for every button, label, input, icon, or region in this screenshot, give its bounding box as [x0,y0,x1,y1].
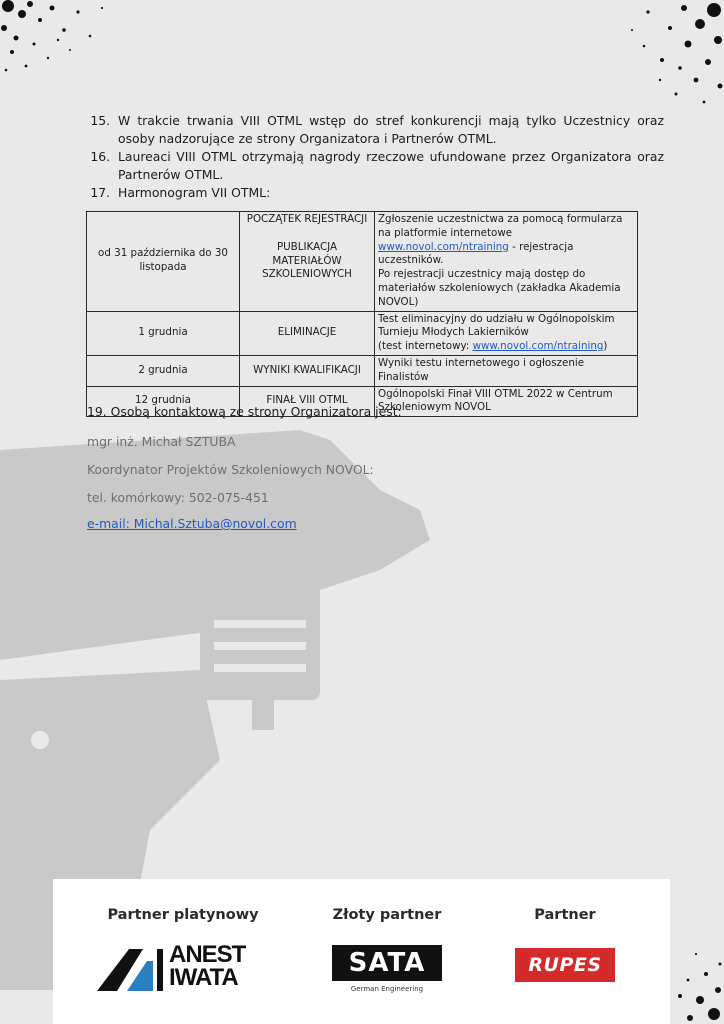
schedule-description: Wyniki testu internetowego i ogłoszenie Finalistów [375,355,638,386]
schedule-description: Test eliminacyjny do udziału w Ogólnopolskim Turnieju Młodych Lakierników (test internetowy: www.novol.com/ntraining) [375,311,638,355]
schedule-stage: ELIMINACJE [240,311,375,355]
platinum-partner-label: Partner platynowy [107,907,259,923]
sata-wordmark: SATA [332,945,442,981]
anest-text: ANEST [169,941,246,968]
sata-tagline: German Engineering [350,985,424,993]
contact-phone: tel. komórkowy: 502-075-451 [87,490,269,505]
contact-name: mgr inż. Michał SZTUBA [87,434,236,449]
schedule-date: 2 grudnia [87,355,240,386]
schedule-description: Ogólnopolski Finał VIII OTML 2022 w Centrum Szkoleniowym NOVOL [375,386,638,417]
stage-registration-start: POCZĄTEK REJESTRACJI [246,213,368,225]
schedule-date: 1 grudnia [87,311,240,355]
schedule-table [86,211,638,417]
schedule-date: od 31 października do 30 listopada [87,212,240,312]
table-row [87,311,638,355]
contact-role: Koordynator Projektów Szkoleniowych NOVOL: [87,462,374,477]
sata-logo[interactable] [332,945,442,997]
rule-15: 15. W trakcie trwania VIII OTML wstęp do stref konkurencji mają tylko Uczestnicy oraz osoby nadzorujące ze strony Organizatora i Partnerów OTML. [114,112,664,148]
paint-splatter-top-left [0,0,120,80]
partners-panel [53,879,670,1024]
schedule-date: 12 grudnia [87,386,240,417]
rule-17: 17. Harmonogram VII OTML: [114,184,664,202]
table-row [87,355,638,386]
rules-list [88,112,664,202]
table-row [87,212,638,312]
stage-materials-publication: PUBLIKACJA MATERIAŁÓW SZKOLENIOWYCH [262,240,352,281]
paint-splatter-top-right [604,0,724,110]
contact-heading: 19. Osobą kontaktową ze strony Organizatora jest: [87,404,402,419]
contact-email-link[interactable]: e-mail: Michal.Sztuba@novol.com [87,516,297,531]
anest-iwata-logo[interactable] [97,943,277,993]
schedule-stage [240,212,375,312]
iwata-text: IWATA [169,964,238,991]
schedule-stage: FINAŁ VIII OTML [240,386,375,417]
gold-partner-label: Złoty partner [332,907,442,923]
schedule-stage: WYNIKI KWALIFIKACJI [240,355,375,386]
ntraining-link[interactable]: www.novol.com/ntraining [472,340,604,353]
ntraining-link[interactable]: www.novol.com/ntraining [378,240,509,253]
schedule-description: Zgłoszenie uczestnictwa za pomocą formularza na platformie internetowe www.novol.com/ntraining - rejestracja uczestników. Po rejestracji uczestnicy mają dostęp do materiałów szkoleniowych (zakładka Akademia NOVOL) [375,212,638,312]
rupes-logo[interactable]: RUPES [515,948,615,982]
partner-label: Partner [534,907,596,923]
rule-16: 16. Laureaci VIII OTML otrzymają nagrody rzeczowe ufundowane przez Organizatora oraz Partnerów OTML. [114,148,664,184]
